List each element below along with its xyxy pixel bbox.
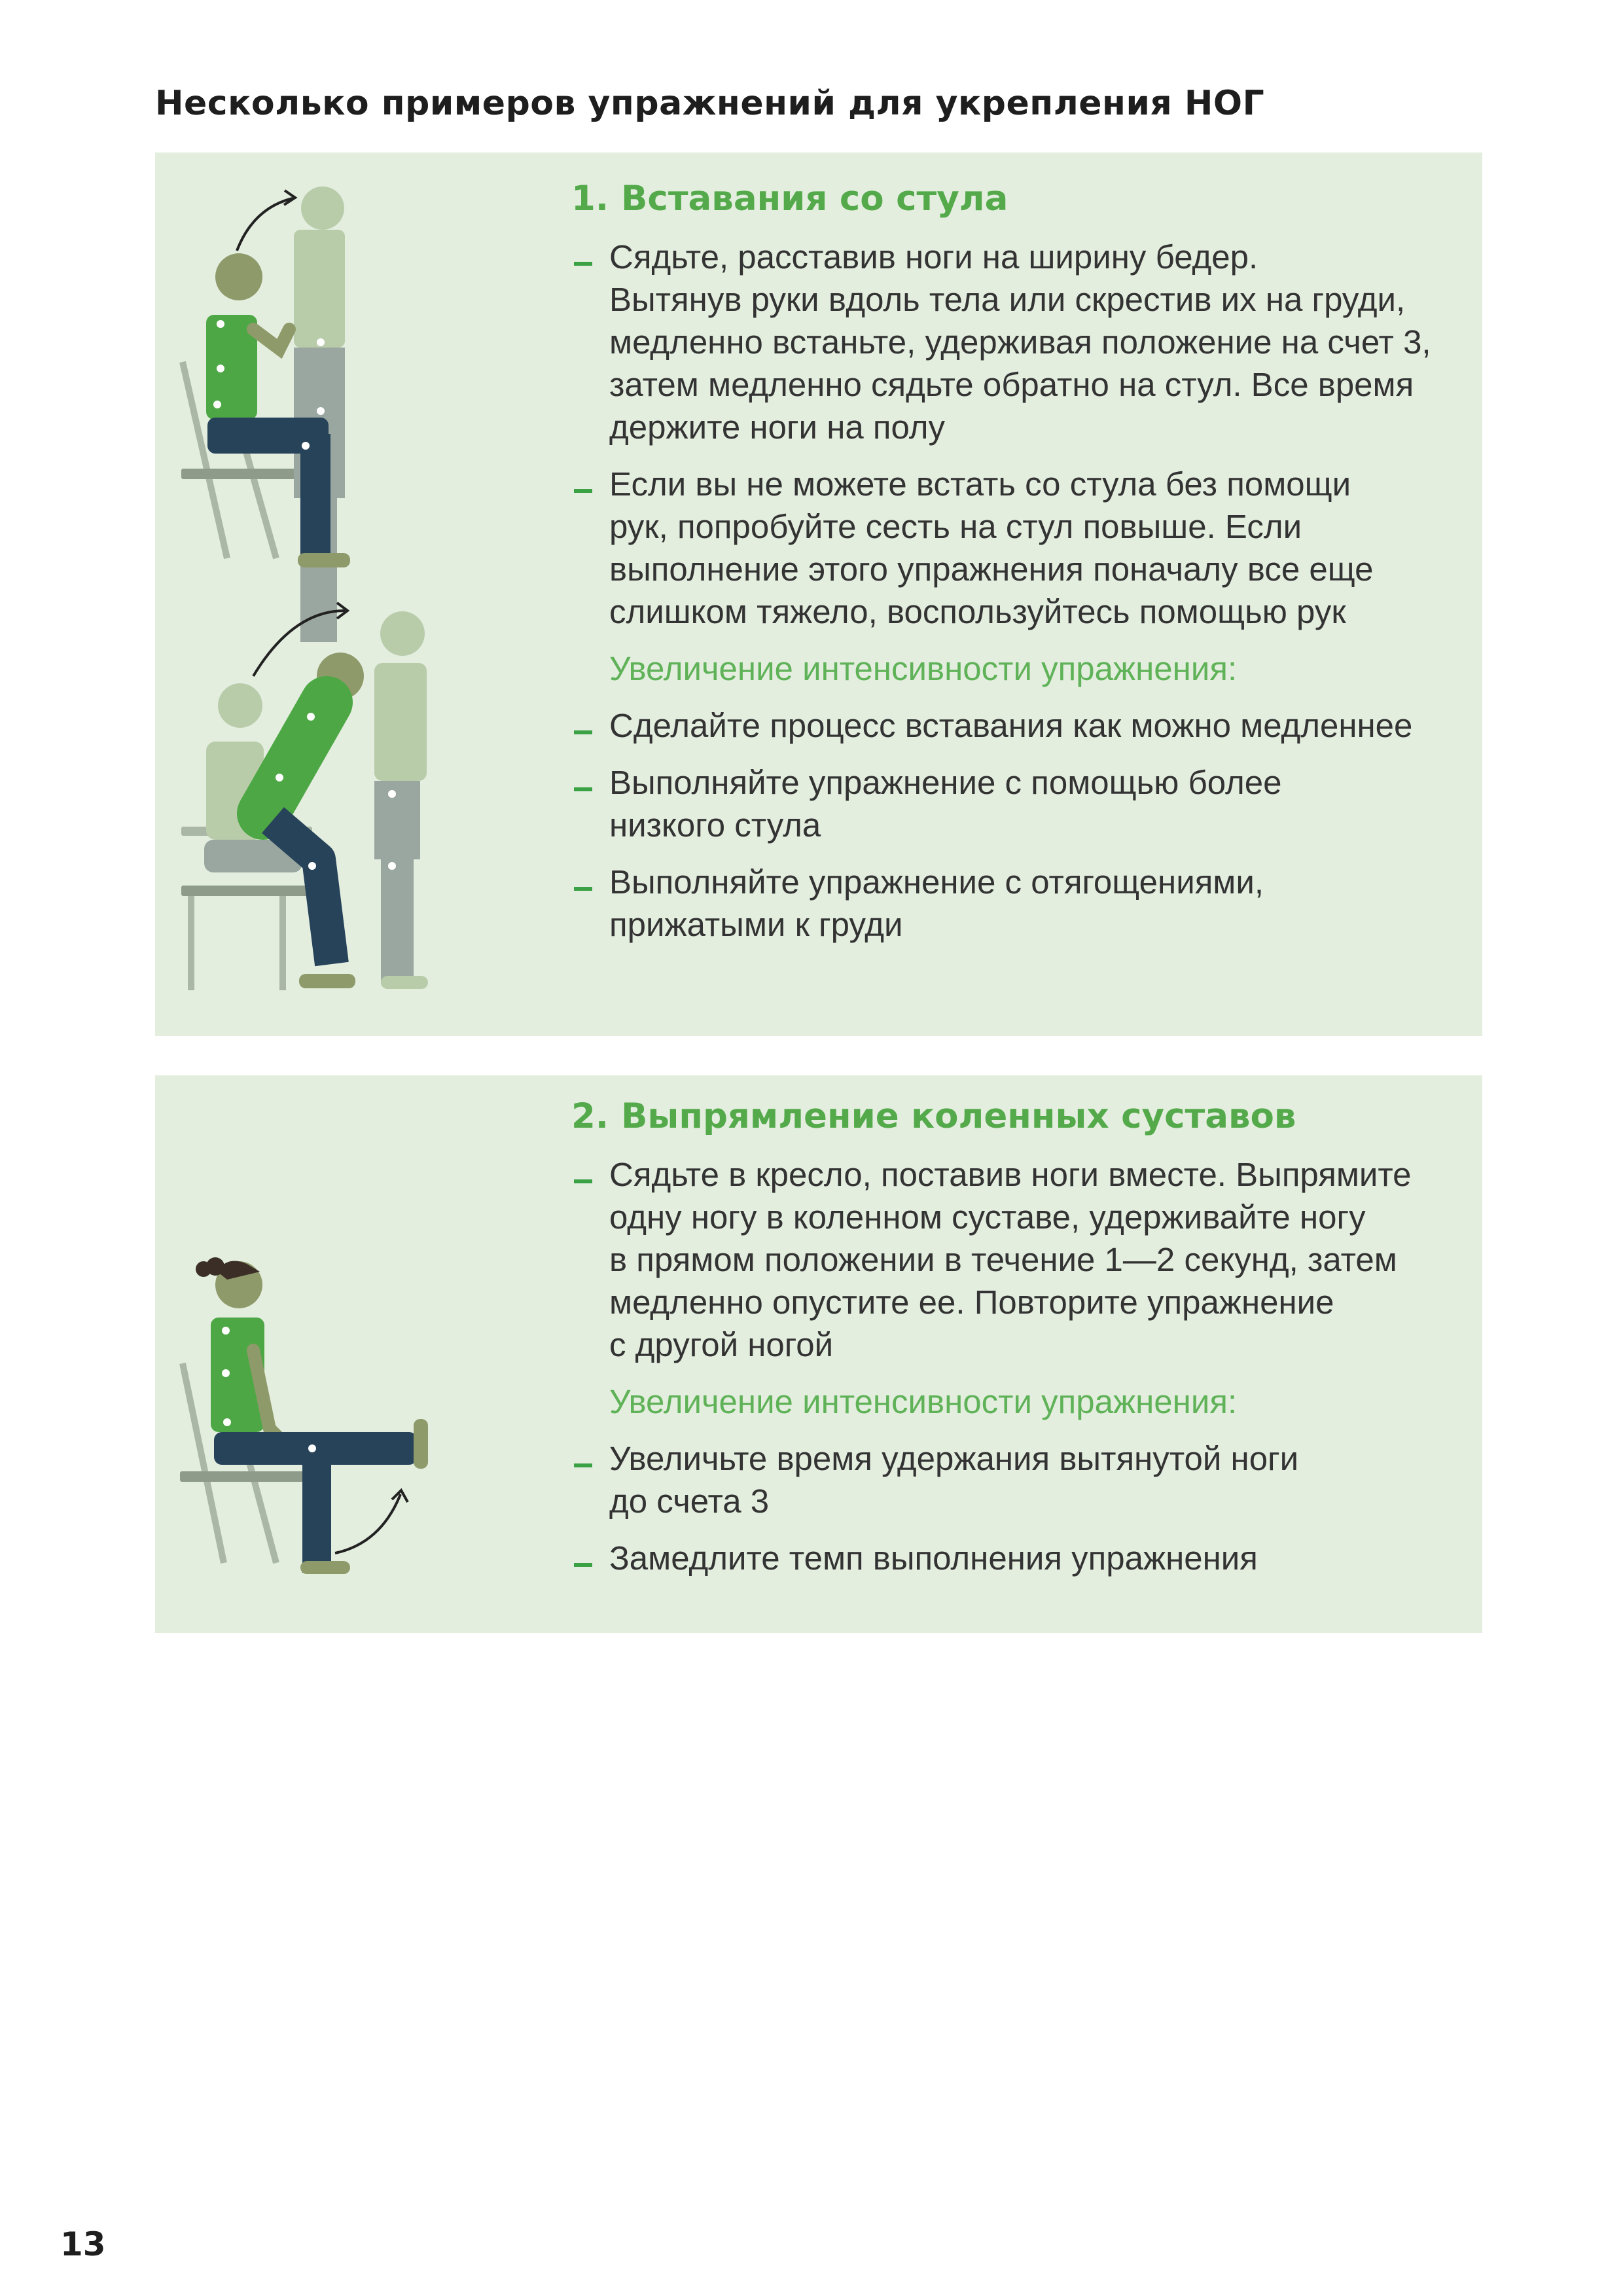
- knee-extension-illustration: [155, 1075, 548, 1633]
- exercise-2-content: [571, 1096, 1456, 1594]
- exercise-1-intensity-heading: Увеличение интенсивности упражнения:: [609, 650, 1238, 687]
- bullet-text: Сядьте в кресло, поставив ноги вместе. Выпрямите одну ногу в коленном суставе, удерживайте ногу в прямом положении в течение 1—2 секунд, затем медленно опустите ее. Повторите упражнение с другой ногой: [609, 1156, 1412, 1363]
- exercise-1-intensity-bullet-1: [571, 704, 1456, 747]
- page-heading: Несколько примеров упражнений для укрепления НОГ: [155, 84, 1265, 123]
- bullet-text: Сядьте, расставив ноги на ширину бедер. Вытянув руки вдоль тела или скрестив их на груди, медленно встаньте, удерживая положение на счет 3, затем медленно сядьте обратно на стул. Все время держите ноги на полу: [609, 238, 1431, 446]
- bullet-text: Выполняйте упражнение с отягощениями, прижатыми к груди: [609, 863, 1264, 943]
- exercise-panel-1: [155, 152, 1482, 1036]
- exercise-1-bullet-2: [571, 463, 1456, 633]
- exercise-1-title: [571, 179, 1456, 219]
- bullet-text: Сделайте процесс вставания как можно медленнее: [609, 707, 1413, 744]
- exercise-1-intensity-bullet-3: [571, 861, 1456, 946]
- bullet-text: Увеличьте время удержания вытянутой ноги до счета 3: [609, 1440, 1299, 1520]
- exercise-1-bullet-1: [571, 236, 1456, 448]
- exercise-1-intensity-bullet-2: [571, 761, 1456, 846]
- exercise-1-number: 1.: [571, 179, 609, 219]
- chair-stand-illustration: [155, 152, 548, 1036]
- exercise-2-title-text: Выпрямление коленных суставов: [621, 1096, 1296, 1136]
- exercise-panel-2: [155, 1075, 1482, 1633]
- motion-arrow-icon-3: [335, 1494, 401, 1553]
- bullet-text: Выполняйте упражнение с помощью более низкого стула: [609, 764, 1282, 844]
- exercise-2-intensity-bullet-1: [571, 1437, 1456, 1522]
- dash-icon: [574, 1179, 592, 1183]
- dash-icon: [574, 262, 592, 266]
- bullet-text: Если вы не можете встать со стула без помощи рук, попробуйте сесть на стул повыше. Если выполнение этого упражнения поначалу все еще слишком тяжело, воспользуйтесь помощью рук: [609, 465, 1374, 630]
- dash-icon: [574, 1563, 592, 1567]
- exercise-2-intensity-bullet-2: [571, 1537, 1456, 1579]
- dash-icon: [574, 887, 592, 891]
- dash-icon: [574, 489, 592, 493]
- bullet-text: Замедлите темп выполнения упражнения: [609, 1539, 1258, 1577]
- exercise-1-content: [571, 179, 1456, 960]
- dash-icon: [574, 787, 592, 791]
- exercise-2-bullet-1: [571, 1153, 1456, 1366]
- exercise-2-intensity-heading: Увеличение интенсивности упражнения:: [609, 1383, 1238, 1420]
- exercise-1-title-text: Вставания со стула: [621, 179, 1008, 219]
- dash-icon: [574, 730, 592, 734]
- page-number: 13: [60, 2225, 106, 2263]
- exercise-2-title: [571, 1096, 1456, 1136]
- dash-icon: [574, 1463, 592, 1467]
- exercise-2-number: 2.: [571, 1096, 609, 1136]
- motion-arrow-icon: [237, 198, 293, 251]
